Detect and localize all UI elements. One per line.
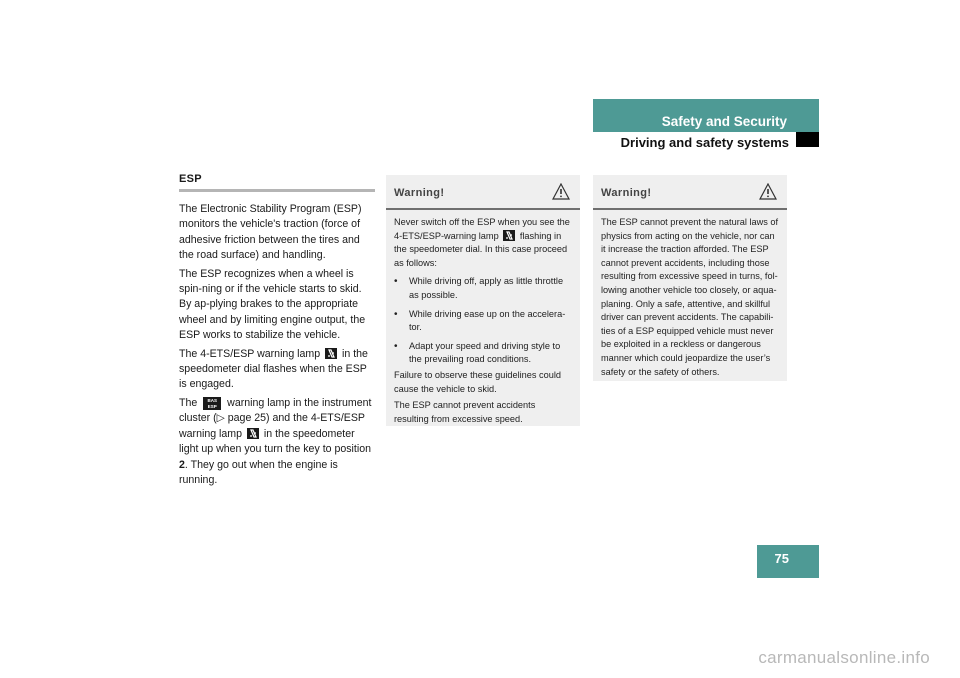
watermark: carmanualsonline.info	[758, 648, 930, 667]
warning-triangle-icon	[552, 183, 570, 200]
list-item: • While driving ease up on the accelera-tor.	[394, 308, 572, 335]
warning-text: The ESP cannot prevent the natural laws of physics from acting on the vehicle, nor can it increase the traction afforded. The ESP cannot prevent accidents, including those resulting from excessive speed in turns, fol-lowing another vehicle too closely, or aqua-planing. Only a safe, attentive, and skillful driver can prevent accidents. The capabili-ties of a ESP equipped vehicle must never be exploited in a reckless or dangerous manner which could jeopardize the user’s safety or the safety of others.	[601, 217, 779, 377]
warning-triangle-icon	[759, 183, 777, 200]
page-number-box	[757, 545, 819, 578]
warning-paragraph-3: The ESP cannot prevent accidents resulting from excessive speed.	[394, 400, 536, 424]
warning-box-1	[386, 175, 580, 426]
warning-title: Warning!	[394, 187, 445, 199]
esp-paragraph-4	[179, 396, 375, 488]
warning-box-2	[593, 175, 787, 381]
esp-p4-text-c: in the speedometer light up when you turn the key to position	[179, 427, 371, 456]
section-marker	[796, 132, 819, 147]
esp-p3-text-b: in the speedometer dial flashes when the ESP is engaged.	[179, 347, 368, 391]
list-item: • Adapt your speed and driving style to the prevailing road conditions.	[394, 340, 572, 367]
bullet-icon: •	[394, 276, 398, 288]
section-divider	[179, 189, 375, 192]
esp-title: ESP	[179, 173, 202, 185]
esp-paragraph-2: The ESP recognizes when a wheel is spin-ning or if the vehicle starts to skid. By ap-plying brakes to the appropriate wheel and by limiting engine output, the ESP works to stabilize the vehicle.	[179, 267, 366, 342]
subsection-title: Driving and safety systems	[620, 135, 789, 150]
warning-paragraph-2: Failure to observe these guidelines could cause the vehicle to skid.	[394, 369, 562, 394]
warning-header	[386, 175, 580, 210]
key-position: 2	[179, 458, 185, 471]
warning-header	[593, 175, 787, 210]
warning-title: Warning!	[601, 187, 652, 199]
esp-p4-text-a: The	[179, 396, 198, 409]
header-section-bar	[593, 99, 819, 132]
esp-paragraph-3	[179, 347, 375, 393]
esp-warning-lamp-icon	[247, 428, 259, 439]
warning-intro-a: Never switch off the ESP when you see the 4-ETS/ESP-warning lamp	[394, 217, 570, 241]
esp-p3-text-a: The 4-ETS/ESP warning lamp	[179, 347, 321, 360]
esp-p4-text-d: . They go out when the engine is running.	[179, 458, 338, 486]
esp-p4-text-b: warning lamp in the instrument cluster (▷ page 25) and the 4-ETS/ESP warning lamp	[179, 396, 372, 440]
page-number: 75	[774, 551, 789, 566]
esp-paragraph-1: The Electronic Stability Program (ESP) monitors the vehicle's traction (force of adhesive friction between the tires and the road surface) and handling.	[179, 203, 362, 262]
warning-body	[593, 210, 787, 379]
list-item: • While driving off, apply as little throttle as possible.	[394, 275, 572, 302]
warning-body	[386, 210, 580, 426]
bas-esp-lamp-icon: BAS ESP	[203, 397, 221, 410]
section-title: Safety and Security	[661, 114, 787, 129]
warning-intro	[394, 216, 572, 270]
esp-warning-lamp-icon	[325, 348, 337, 359]
bullet-icon: •	[394, 308, 398, 320]
esp-section	[179, 173, 375, 491]
bullet-icon: •	[394, 340, 398, 352]
esp-warning-lamp-icon	[503, 230, 515, 241]
warning-intro-b: flashing in the speedometer dial. In this case proceed as follows:	[394, 230, 568, 268]
